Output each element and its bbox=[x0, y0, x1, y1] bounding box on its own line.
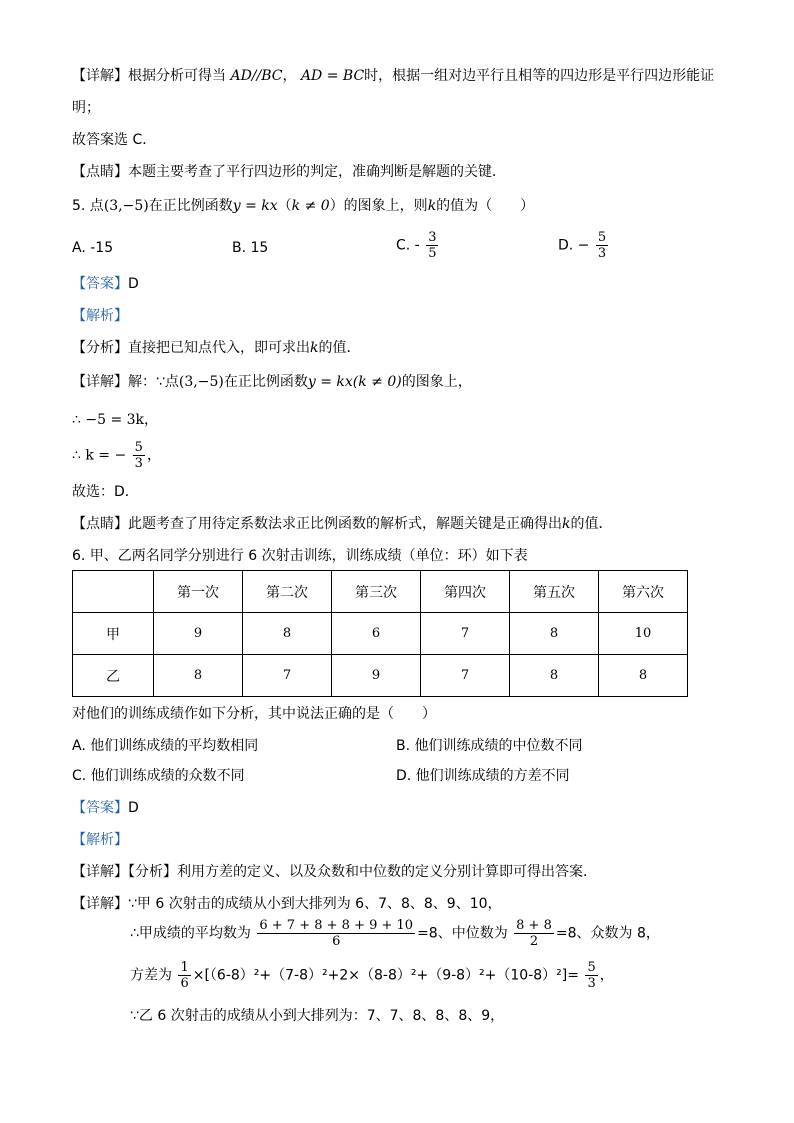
q5-option-c bbox=[396, 230, 440, 261]
detail-text: 解：∵点 bbox=[128, 374, 179, 390]
variance-label: 方差为 bbox=[130, 967, 172, 984]
table-header-cell: 第二次 bbox=[243, 571, 332, 613]
q6-detail-2: ∵乙 6 次射击的成绩从小到大排列为：7、7、8、8、8、9， bbox=[130, 1008, 505, 1024]
math-equal: AD = BC bbox=[300, 68, 365, 84]
table-cell: 7 bbox=[243, 655, 332, 697]
detail-text: 根据分析可得当 bbox=[128, 68, 226, 84]
table-row bbox=[73, 655, 688, 697]
numerator: 8 + 8 bbox=[516, 918, 552, 933]
answer-tag: 【答案】 bbox=[72, 276, 128, 292]
table-cell: 7 bbox=[421, 613, 510, 655]
detail-text: 在正比例函数 bbox=[223, 374, 308, 390]
denominator: 3 bbox=[597, 246, 607, 261]
detail-tag: 【详解】 bbox=[72, 896, 128, 912]
detail-text: 时，根据一组对边平行且相等的四边形是平行四边形能证 bbox=[364, 68, 715, 84]
table-header-cell: 第一次 bbox=[154, 571, 243, 613]
detail-text: 的图象上， bbox=[401, 374, 472, 390]
table-header-cell bbox=[73, 571, 154, 613]
comment-tag: 【点睛】 bbox=[72, 164, 128, 180]
answer-tag: 【答案】 bbox=[72, 800, 128, 816]
denominator: 6 bbox=[332, 934, 341, 949]
q5-text: 在正比例函数 bbox=[148, 198, 233, 214]
variance-expr: ×[（6-8）²+（7-8）²+2×（8-8）²+（9-8）²+（10-8）²]= bbox=[192, 967, 579, 984]
variance-result bbox=[585, 960, 597, 991]
q6-variance-line bbox=[130, 960, 614, 991]
q6-analysis bbox=[72, 862, 597, 882]
punct: ， bbox=[146, 447, 161, 464]
q5-text: 的值为（ ） bbox=[436, 198, 535, 214]
q5-analysis bbox=[72, 338, 360, 358]
table-row-label: 甲 bbox=[73, 613, 154, 655]
answer-value: D bbox=[128, 800, 139, 816]
q5-step-1: ∴ −5 = 3k， bbox=[72, 412, 159, 428]
table-cell: 8 bbox=[154, 655, 243, 697]
comment-text: 此题考查了用待定系数法求正比例函数的解析式，解题关键是正确得出 bbox=[128, 516, 562, 532]
table-header-cell: 第四次 bbox=[421, 571, 510, 613]
analysis-text: 的值． bbox=[318, 340, 361, 356]
detail-tag: 【详解】 bbox=[72, 68, 128, 84]
k-symbol: k bbox=[562, 516, 571, 532]
punct: ， bbox=[599, 967, 614, 984]
q6-option-c: C. 他们训练成绩的众数不同 bbox=[72, 768, 245, 784]
mode-text: =8、众数为 8， bbox=[555, 925, 660, 942]
numerator: 5 bbox=[597, 230, 607, 245]
table-header-cell: 第三次 bbox=[332, 571, 421, 613]
detail-line-1 bbox=[72, 66, 714, 86]
analysis-subtag: 【详解】【分析】 bbox=[72, 864, 177, 880]
q5-option-d-fraction bbox=[596, 230, 608, 261]
analysis-text: 利用方差的定义、以及众数和中位数的定义分别计算即可得出答案． bbox=[177, 864, 597, 880]
table-cell: 8 bbox=[510, 613, 599, 655]
table-cell: 8 bbox=[599, 655, 688, 697]
analysis-text: 直接把已知点代入，即可求出 bbox=[128, 340, 310, 356]
q5-option-b: B. 15 bbox=[232, 240, 269, 256]
denominator: 3 bbox=[134, 456, 143, 471]
numerator: 6 + 7 + 8 + 8 + 9 + 10 bbox=[259, 918, 414, 933]
analysis-tag: 【解析】 bbox=[72, 832, 128, 848]
q5-text: ）的图象上，则 bbox=[329, 198, 428, 214]
mean-fraction bbox=[257, 918, 415, 949]
q5-option-a: A. -15 bbox=[72, 240, 114, 256]
q5-point: (3,−5) bbox=[103, 198, 149, 214]
q5-condition: k ≠ 0 bbox=[291, 198, 330, 214]
answer-value: D bbox=[128, 276, 139, 292]
denominator: 3 bbox=[587, 976, 596, 991]
detail-line-2: 明； bbox=[72, 100, 100, 116]
denominator: 2 bbox=[529, 934, 539, 949]
q5-step-2 bbox=[72, 440, 161, 471]
comment-text: 本题主要考查了平行四边形的判定，准确判断是解题的关键． bbox=[128, 164, 506, 180]
function: y = kx(k ≠ 0) bbox=[307, 374, 402, 390]
numerator: 5 bbox=[134, 440, 143, 455]
median-label: =8、中位数为 bbox=[417, 925, 508, 942]
math-parallel: AD//BC bbox=[230, 68, 283, 84]
table-cell: 6 bbox=[332, 613, 421, 655]
q6-answer bbox=[72, 798, 139, 818]
step-text: ∴ k = − bbox=[72, 447, 127, 464]
table-cell: 7 bbox=[421, 655, 510, 697]
analysis-tag: 【解析】 bbox=[72, 308, 128, 324]
detail-tag: 【详解】 bbox=[72, 374, 128, 390]
q5-option-c-label: C. - bbox=[396, 237, 420, 254]
comment-tag: 【点睛】 bbox=[72, 516, 128, 532]
variance-coef bbox=[178, 960, 190, 991]
table-cell: 9 bbox=[332, 655, 421, 697]
q5-option-c-fraction bbox=[426, 230, 438, 261]
q5-comment bbox=[72, 514, 612, 534]
analysis-subtag: 【分析】 bbox=[72, 340, 128, 356]
question-6: 6. 甲、乙两名同学分别进行 6 次射击训练，训练成绩（单位：环）如下表 bbox=[72, 548, 528, 564]
table-cell: 8 bbox=[510, 655, 599, 697]
q5-detail bbox=[72, 372, 472, 392]
q5-option-d bbox=[558, 230, 610, 261]
table-header-cell: 第六次 bbox=[599, 571, 688, 613]
mean-label: ∴甲成绩的平均数为 bbox=[130, 925, 251, 942]
point: (3,−5) bbox=[178, 374, 224, 390]
q6-analysis-tag bbox=[72, 830, 128, 850]
q6-detail-1 bbox=[72, 894, 502, 914]
punct: ， bbox=[282, 68, 297, 84]
table-header-cell: 第五次 bbox=[510, 571, 599, 613]
table-cell: 10 bbox=[599, 613, 688, 655]
comment-line bbox=[72, 162, 506, 182]
q6-option-b: B. 他们训练成绩的中位数不同 bbox=[396, 738, 583, 754]
answer-line: 故答案选 C． bbox=[72, 132, 157, 148]
q6-mean-line bbox=[130, 918, 660, 949]
q5-option-d-label: D. − bbox=[558, 237, 590, 254]
q5-k: k bbox=[427, 198, 437, 214]
denominator: 6 bbox=[180, 976, 189, 991]
numerator: 5 bbox=[587, 960, 596, 975]
q5-function: y = kx bbox=[232, 198, 278, 214]
scores-table bbox=[72, 570, 688, 697]
k-symbol: k bbox=[310, 340, 319, 356]
q6-ask: 对他们的训练成绩作如下分析，其中说法正确的是（ ） bbox=[72, 706, 436, 722]
numerator: 1 bbox=[180, 960, 189, 975]
q5-answer bbox=[72, 274, 139, 294]
q6-option-d: D. 他们训练成绩的方差不同 bbox=[396, 768, 570, 784]
step-fraction bbox=[133, 440, 145, 471]
numerator: 3 bbox=[428, 230, 437, 245]
denominator: 5 bbox=[428, 246, 437, 261]
median-fraction bbox=[514, 918, 554, 949]
table-row bbox=[73, 613, 688, 655]
q5-analysis-tag bbox=[72, 306, 128, 326]
table-cell: 9 bbox=[154, 613, 243, 655]
comment-text: 的值． bbox=[570, 516, 613, 532]
table-header-row bbox=[73, 571, 688, 613]
table-row-label: 乙 bbox=[73, 655, 154, 697]
question-5 bbox=[72, 196, 534, 216]
detail-text: ∵甲 6 次射击的成绩从小到大排列为 6、7、8、8、9、10， bbox=[128, 896, 502, 912]
q5-number: 5. 点 bbox=[72, 198, 104, 214]
q5-step-3: 故选：D． bbox=[72, 484, 139, 500]
table-cell: 8 bbox=[243, 613, 332, 655]
q6-option-a: A. 他们训练成绩的平均数相同 bbox=[72, 738, 259, 754]
punct: （ bbox=[277, 198, 292, 214]
